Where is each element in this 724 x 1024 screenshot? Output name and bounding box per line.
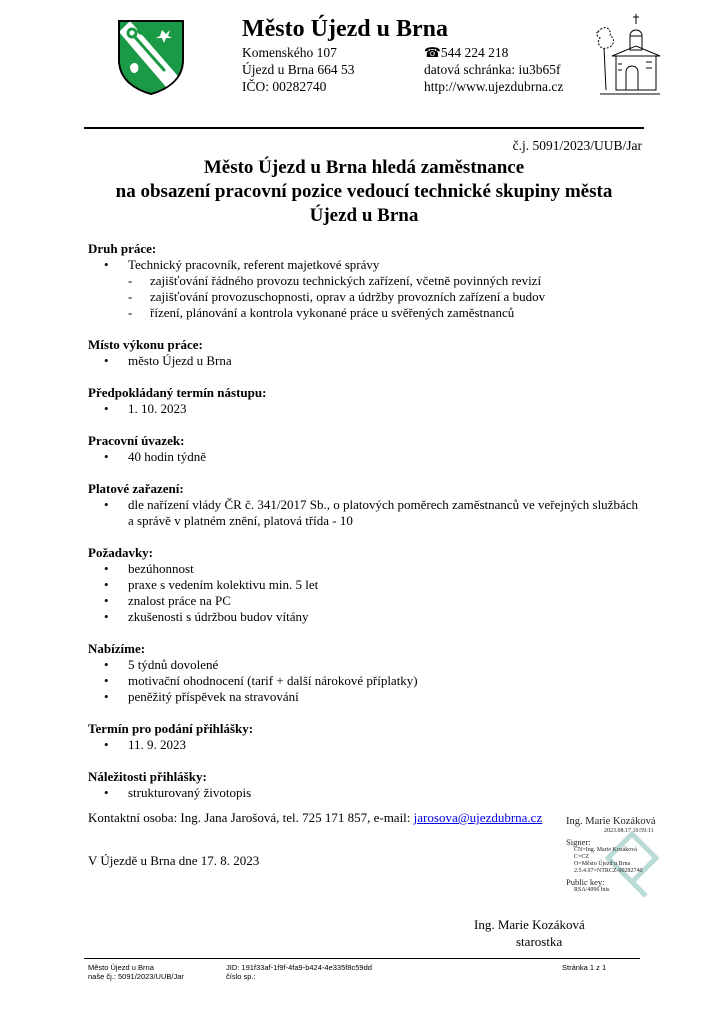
bullet-icon: •	[104, 353, 109, 368]
signature-cn: CN=Ing. Marie Kozáková	[574, 847, 637, 853]
header-ico: IČO: 00282740	[242, 79, 327, 94]
city-title: Město Újezd u Brna	[242, 16, 448, 42]
list-item: • 5 týdnů dovolené	[104, 657, 219, 672]
header-street: Komenského 107	[242, 45, 337, 60]
signature-o: O=Město Újezd u Brna	[574, 861, 631, 867]
section-nalezitosti	[88, 769, 638, 801]
section-termin-podani	[88, 721, 638, 753]
list-item: • motivační ohodnocení (tarif + další nárokové příplatky)	[104, 673, 418, 688]
section-title: Předpokládaný termín nástupu:	[88, 385, 267, 400]
list-item: • město Újezd u Brna	[104, 353, 232, 368]
place-and-date: V Újezdě u Brna dne 17. 8. 2023	[88, 853, 260, 868]
signature-signer-label: Signer:	[566, 837, 591, 847]
section-termin-nastupu	[88, 385, 638, 417]
bullet-icon: •	[104, 689, 109, 704]
section-title: Pracovní úvazek:	[88, 433, 185, 448]
list-item: • 40 hodin týdně	[104, 449, 206, 464]
contact-text: Kontaktní osoba: Ing. Jana Jarošová, tel. 725 171 857, e-mail:	[88, 810, 414, 825]
list-item: • 11. 9. 2023	[104, 737, 187, 752]
heading-line-2: na obsazení pracovní pozice vedoucí technické skupiny města	[115, 181, 613, 202]
dash-icon: -	[128, 289, 133, 304]
section-title: Požadavky:	[88, 545, 153, 560]
footer-file-number: číslo sp.:	[226, 972, 256, 981]
header-databox: datová schránka: iu3b65f	[424, 62, 561, 77]
signature-oid: 2.5.4.97=NTRCZ-00282740	[574, 868, 643, 874]
list-item: • 1. 10. 2023	[104, 401, 187, 416]
reference-number: č.j. 5091/2023/UUB/Jar	[512, 138, 642, 153]
bullet-icon: •	[104, 657, 109, 672]
document-body	[88, 241, 638, 817]
header-city: Újezd u Brna 664 53	[242, 62, 355, 77]
footer-divider	[84, 958, 640, 959]
heading-line-1: Město Újezd u Brna hledá zaměstnance	[203, 157, 525, 178]
bullet-icon: •	[104, 577, 109, 592]
footer-jid: JID: 191f33af-1f9f-4fa9-b424-4e335f8c59dd	[226, 963, 372, 972]
heading-line-3: Újezd u Brna	[309, 205, 419, 226]
contact-line	[88, 810, 542, 826]
electronic-signature	[566, 816, 656, 894]
signer-name: Ing. Marie Kozáková	[474, 917, 585, 932]
section-druh-prace	[88, 241, 638, 321]
section-pracovni-uvazek	[88, 433, 638, 465]
bullet-icon: •	[104, 497, 109, 512]
bullet-icon: •	[104, 785, 109, 800]
signature-pubkey: RSA/4096 bits	[574, 887, 610, 893]
section-title: Náležitosti přihlášky:	[88, 769, 207, 784]
list-item: • Technický pracovník, referent majetkové správy	[104, 257, 380, 272]
signer	[474, 916, 614, 950]
signer-role: starostka	[516, 934, 563, 949]
section-platove-zarazeni	[88, 481, 638, 529]
header-divider	[84, 127, 644, 129]
bullet-icon: •	[104, 593, 109, 608]
footer-middle	[226, 963, 372, 981]
sub-item: - zajišťování provozuschopnosti, oprav a údržby provozních zařízení a budov	[128, 289, 546, 304]
contact-email-link[interactable]: jarosova@ujezdubrna.cz	[413, 810, 543, 825]
header-phone: ☎544 224 218	[424, 45, 509, 60]
header-contacts	[424, 44, 563, 95]
list-item: • dle nařízení vlády ČR č. 341/2017 Sb., o platových poměrech zaměstnanců ve veřejných službách a správě v platném znění, platová třída - 10	[104, 497, 638, 528]
bullet-icon: •	[104, 401, 109, 416]
coat-of-arms-logo	[116, 18, 186, 96]
signature-name: Ing. Marie Kozáková	[566, 816, 656, 827]
section-misto-vykonu	[88, 337, 638, 369]
section-title: Druh práce:	[88, 241, 157, 256]
section-title: Termín pro podání přihlášky:	[88, 721, 254, 736]
footer-left	[88, 963, 184, 981]
section-title: Nabízíme:	[88, 641, 146, 656]
signature-pubkey-label: Public key:	[566, 877, 605, 887]
bullet-icon: •	[104, 673, 109, 688]
header-address	[242, 44, 354, 95]
signature-date: 2023.08.17 10:59:11	[604, 828, 654, 834]
list-item: • bezúhonnost	[104, 561, 194, 576]
section-title: Místo výkonu práce:	[88, 337, 203, 352]
sub-item: - zajišťování řádného provozu technických zařízení, včetně povinných revizí	[128, 273, 542, 288]
bullet-icon: •	[104, 449, 109, 464]
chapel-illustration	[596, 12, 664, 98]
sub-item: - řízení, plánování a kontrola vykonané práce u svěřených zaměstnanců	[128, 305, 515, 320]
signature-c: C=CZ	[574, 854, 590, 860]
bullet-icon: •	[104, 609, 109, 624]
list-item: • peněžitý příspěvek na stravování	[104, 689, 299, 704]
list-item: • zkušenosti s údržbou budov vítány	[104, 609, 309, 624]
section-title: Platové zařazení:	[88, 481, 184, 496]
list-item: • strukturovaný životopis	[104, 785, 252, 800]
header-website[interactable]: http://www.ujezdubrna.cz	[424, 79, 564, 94]
bullet-icon: •	[104, 561, 109, 576]
dash-icon: -	[128, 273, 133, 288]
bullet-icon: •	[104, 737, 109, 752]
dash-icon: -	[128, 305, 133, 320]
list-item: • znalost práce na PC	[104, 593, 231, 608]
footer-ref: naše čj.: 5091/2023/UUB/Jar	[88, 972, 184, 981]
footer-page-number: Stránka 1 z 1	[562, 963, 607, 972]
list-item: • praxe s vedením kolektivu min. 5 let	[104, 577, 319, 592]
footer-org: Město Újezd u Brna	[88, 963, 154, 972]
document-heading	[84, 156, 644, 228]
bullet-icon: •	[104, 257, 109, 272]
section-nabizime	[88, 641, 638, 705]
section-pozadavky	[88, 545, 638, 625]
